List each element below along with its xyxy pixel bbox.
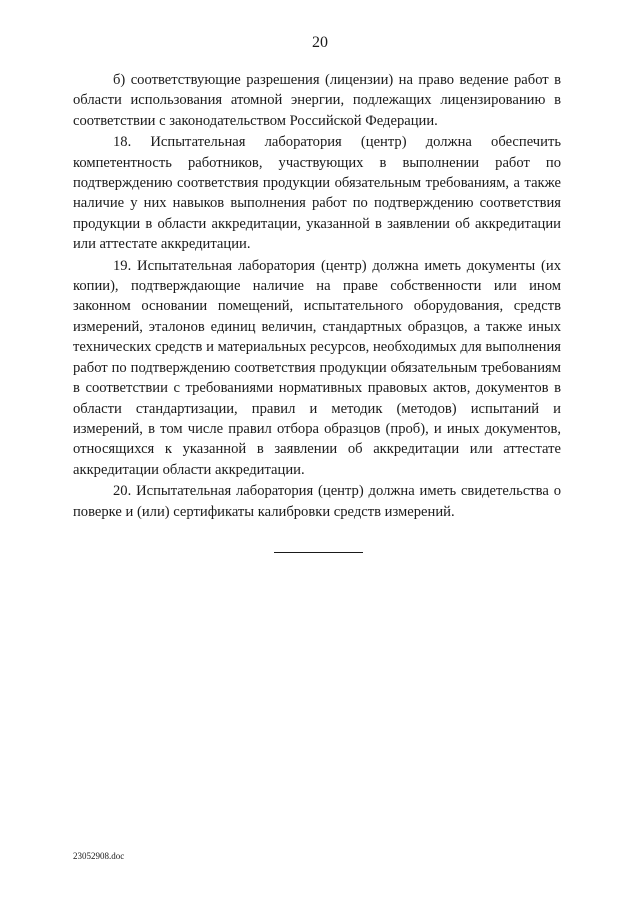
page-number: 20 (312, 34, 328, 51)
document-body (73, 70, 561, 523)
end-divider-line (274, 552, 363, 553)
paragraph-20-certificates: 20. Испытательная лаборатория (центр) должна иметь свидетельства о поверке и (или) сертификаты калибровки средств измерений. (73, 483, 561, 520)
paragraph-b-licenses: б) соответствующие разрешения (лицензии) на право ведение работ в области использования атомной энергии, подлежащих лицензированию в соответствии с законодательством Российской Федерации. (73, 72, 561, 129)
paragraph-18-staff-competence: 18. Испытательная лаборатория (центр) должна обеспечить компетентность работников, участвующих в выполнении работ по подтверждению соответствия продукции обязательным требованиям, а также наличие у них навыков выполнения работ по подтверждению соответствия продукции в области аккредитации, указанной в заявлении об аккредитации или аттестате аккредитации. (73, 134, 561, 253)
document-file-id: 23052908.doc (73, 851, 125, 861)
paragraph-19-documents: 19. Испытательная лаборатория (центр) должна иметь документы (их копии), подтверждающие наличие на праве собственности или ином законном основании помещений, испытательного оборудования, средств измерений, эталонов единиц величин, стандартных образцов, а также иных технических средств и материальных ресурсов, необходимых для выполнения работ по подтверждению соответствия продукции обязательным требованиям в соответствии с требованиями нормативных правовых актов, документов в области стандартизации, правил и методик (методов) испытаний и измерений, в том числе правил отбора образцов (проб), и иных документов, относящихся к указанной в заявлении об аккредитации или аттестате аккредитации области аккредитации. (73, 257, 561, 478)
